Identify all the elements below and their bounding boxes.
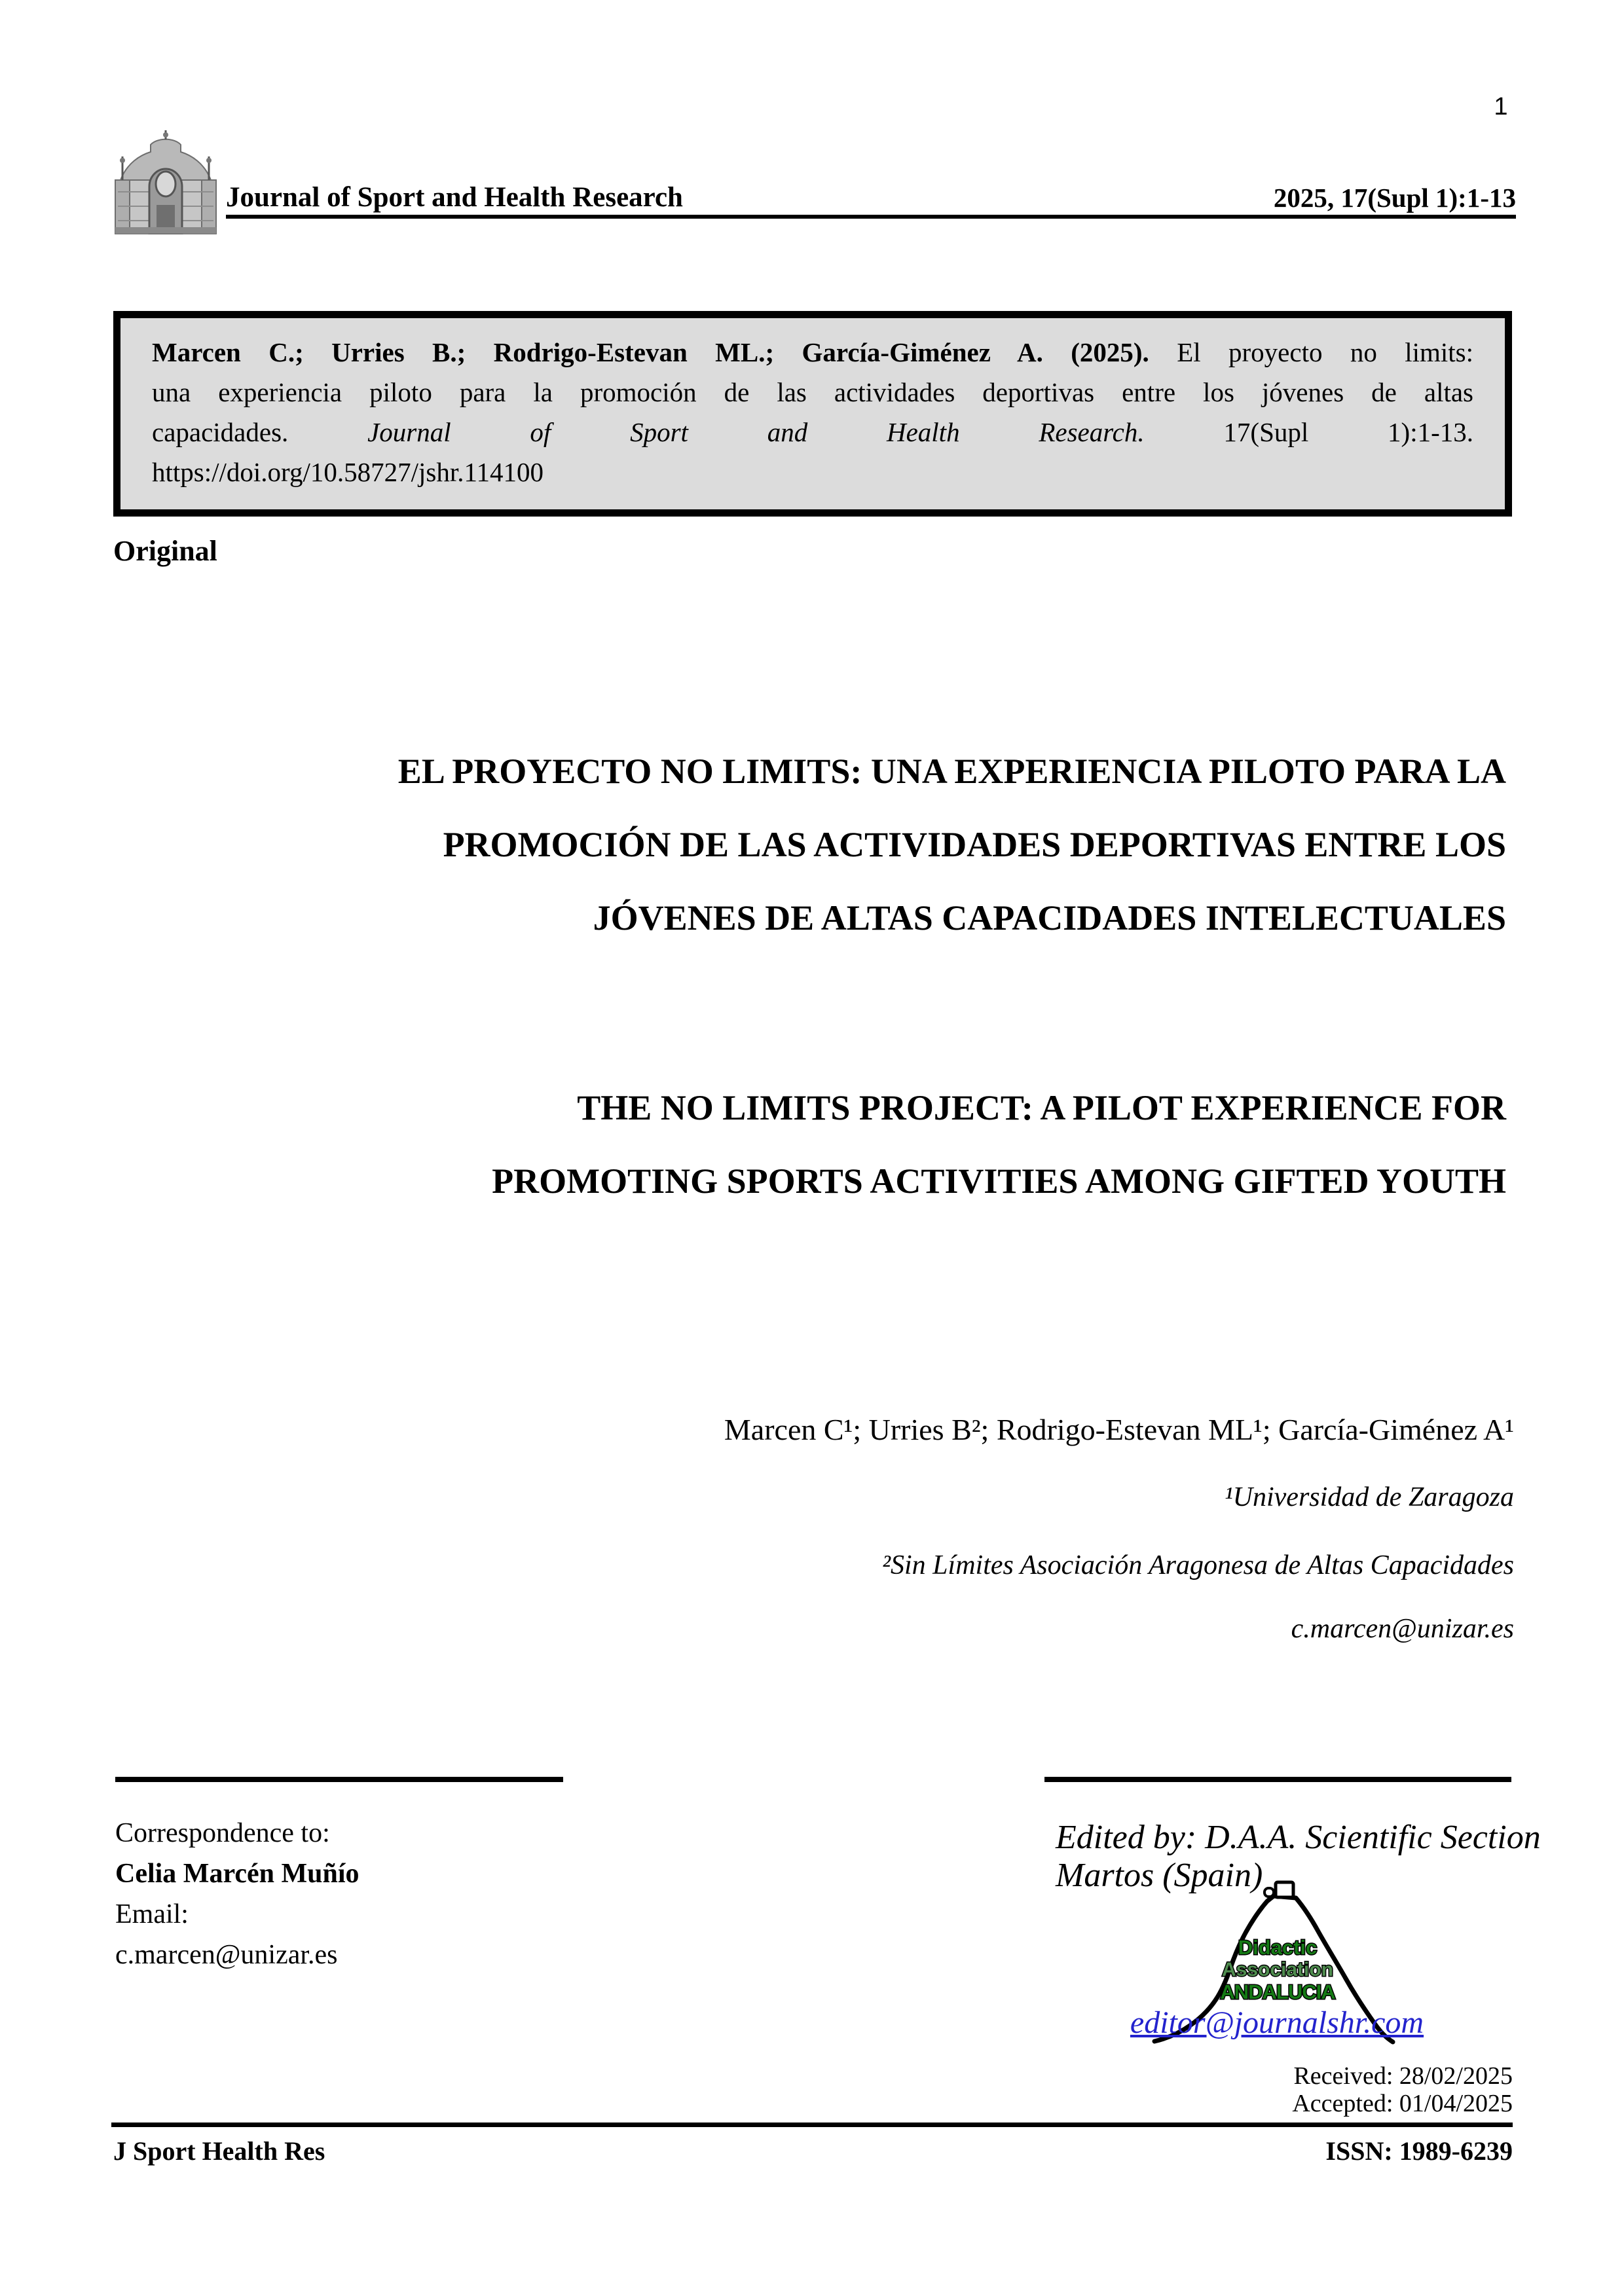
- citation-title-end: capacidades.: [152, 417, 289, 447]
- daa-logo-word-didactic: Didactic: [1238, 1936, 1318, 1959]
- title-es-line-3: JÓVENES DE ALTAS CAPACIDADES INTELECTUALES: [593, 898, 1506, 938]
- edited-by-divider: [1044, 1777, 1511, 1782]
- editor-email-link[interactable]: editor@journalshr.com: [1130, 2005, 1424, 2040]
- citation-doi-link[interactable]: https://doi.org/10.58727/jshr.114100: [152, 457, 544, 487]
- daa-logo-word-andalucia: ANDALUCIA: [1220, 1980, 1335, 2003]
- citation-line-1: [152, 333, 1473, 373]
- received-date: Received: 28/02/2025: [1293, 2062, 1513, 2090]
- footer-issn: ISSN: 1989-6239: [1325, 2136, 1513, 2166]
- article-type-label: Original: [113, 535, 217, 567]
- issue-info: 2025, 17(Supl 1):1-13: [1273, 183, 1516, 213]
- journal-cathedral-logo-icon: [107, 128, 224, 234]
- page-header: [226, 164, 1516, 219]
- correspondence-label: Correspondence to:: [115, 1818, 330, 1848]
- authors-line: Marcen C¹; Urries B²; Rodrigo-Estevan ML¹; García-Giménez A¹: [724, 1413, 1514, 1446]
- corresponding-author-email: c.marcen@unizar.es: [1291, 1614, 1514, 1644]
- accepted-date: Accepted: 01/04/2025: [1292, 2090, 1513, 2117]
- daa-logo-word-association: Association: [1221, 1959, 1334, 1980]
- footer-divider: [111, 2123, 1513, 2127]
- affiliation-1: ¹Universidad de Zaragoza: [1225, 1482, 1514, 1512]
- citation-authors: Marcen C.; Urries B.; Rodrigo-Estevan ML.; García-Giménez A. (2025).: [152, 337, 1149, 367]
- citation-issue-pages: 17(Supl 1):1-13.: [1223, 417, 1473, 447]
- citation-box: [113, 311, 1512, 517]
- citation-title-start: El proyecto no limits:: [1177, 337, 1474, 367]
- correspondence-divider: [115, 1777, 563, 1782]
- footer-journal-short: J Sport Health Res: [113, 2136, 325, 2166]
- edited-by-line-1: Edited by: D.A.A. Scientific Section: [1056, 1819, 1541, 1856]
- correspondence-name: Celia Marcén Muñío: [115, 1859, 360, 1889]
- edited-by-line-2: Martos (Spain): [1056, 1857, 1263, 1894]
- title-en-line-2: PROMOTING SPORTS ACTIVITIES AMONG GIFTED YOUTH: [492, 1161, 1506, 1201]
- citation-journal-name: Journal of Sport and Health Research.: [367, 417, 1145, 447]
- citation-line-3: [152, 412, 1473, 452]
- page-number: 1: [1494, 93, 1508, 120]
- correspondence-block: [115, 1813, 360, 1975]
- title-es-line-1: EL PROYECTO NO LIMITS: UNA EXPERIENCIA PILOTO PARA LA: [397, 752, 1506, 791]
- affiliation-2: ²Sin Límites Asociación Aragonesa de Altas Capacidades: [882, 1550, 1514, 1580]
- correspondence-email-label: Email:: [115, 1899, 189, 1929]
- title-en-line-1: THE NO LIMITS PROJECT: A PILOT EXPERIENCE FOR: [577, 1088, 1506, 1127]
- page-footer: [113, 2136, 1513, 2166]
- citation-line-2: una experiencia piloto para la promoción de las actividades deportivas entre los jóvenes de altas: [152, 377, 1473, 407]
- correspondence-email: c.marcen@unizar.es: [115, 1940, 338, 1970]
- dates-block: [1179, 2062, 1513, 2117]
- article-title-english: [113, 1071, 1506, 1218]
- article-title-spanish: [113, 735, 1506, 955]
- title-es-line-2: PROMOCIÓN DE LAS ACTIVIDADES DEPORTIVAS ENTRE LOS: [443, 825, 1506, 864]
- journal-title: Journal of Sport and Health Research: [226, 182, 683, 213]
